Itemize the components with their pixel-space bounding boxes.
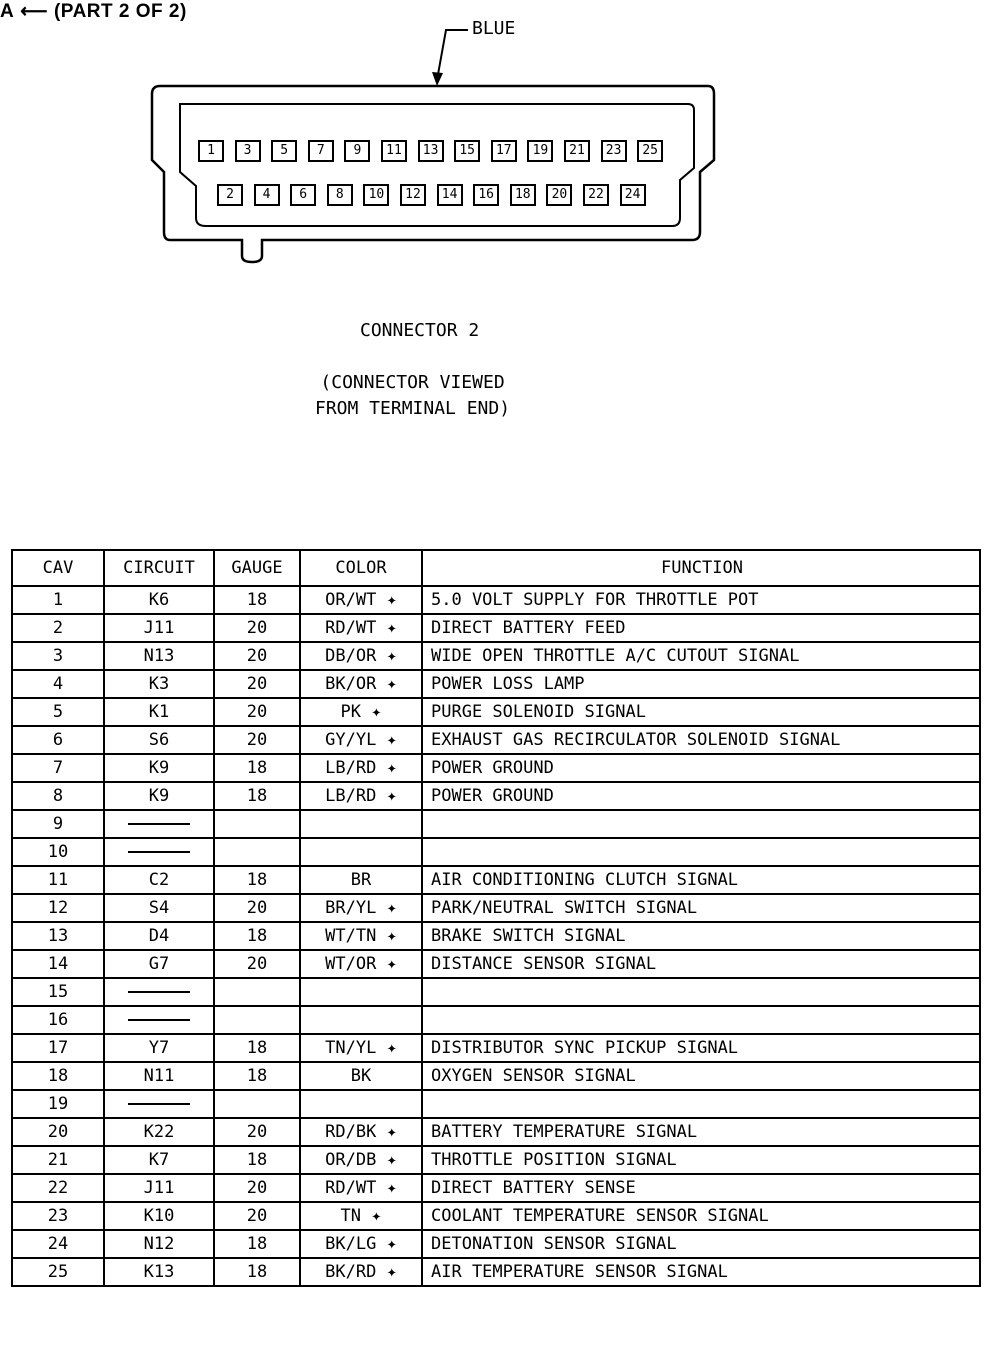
color-cell: BK/RD ✦ bbox=[300, 1258, 422, 1286]
function-cell: AIR CONDITIONING CLUTCH SIGNAL bbox=[422, 866, 980, 894]
table-row bbox=[12, 782, 980, 810]
table-row bbox=[12, 922, 980, 950]
color-cell: BR bbox=[300, 866, 422, 894]
connector-pin: 25 bbox=[637, 140, 663, 162]
color-cell: DB/OR ✦ bbox=[300, 642, 422, 670]
function-cell: POWER GROUND bbox=[422, 754, 980, 782]
gauge-cell: 18 bbox=[214, 866, 300, 894]
gauge-cell bbox=[214, 810, 300, 838]
cav-cell: 24 bbox=[12, 1230, 104, 1258]
header-circuit: CIRCUIT bbox=[104, 550, 214, 586]
color-cell: OR/DB ✦ bbox=[300, 1146, 422, 1174]
cav-cell: 10 bbox=[12, 838, 104, 866]
cav-cell: 4 bbox=[12, 670, 104, 698]
color-cell: WT/TN ✦ bbox=[300, 922, 422, 950]
color-cell: PK ✦ bbox=[300, 698, 422, 726]
cav-cell: 25 bbox=[12, 1258, 104, 1286]
connector-note-line2: FROM TERMINAL END) bbox=[315, 398, 511, 419]
circuit-cell: D4 bbox=[104, 922, 214, 950]
connector-pin: 20 bbox=[546, 184, 572, 206]
cav-cell: 17 bbox=[12, 1034, 104, 1062]
gauge-cell: 20 bbox=[214, 1118, 300, 1146]
cav-cell: 16 bbox=[12, 1006, 104, 1034]
function-cell: AIR TEMPERATURE SENSOR SIGNAL bbox=[422, 1258, 980, 1286]
cav-cell: 23 bbox=[12, 1202, 104, 1230]
table-row bbox=[12, 726, 980, 754]
table-row bbox=[12, 1062, 980, 1090]
table-row bbox=[12, 586, 980, 614]
table-row bbox=[12, 838, 980, 866]
color-cell: TN ✦ bbox=[300, 1202, 422, 1230]
cav-cell: 9 bbox=[12, 810, 104, 838]
table-row bbox=[12, 978, 980, 1006]
function-cell: OXYGEN SENSOR SIGNAL bbox=[422, 1062, 980, 1090]
function-cell: EXHAUST GAS RECIRCULATOR SOLENOID SIGNAL bbox=[422, 726, 980, 754]
color-cell bbox=[300, 838, 422, 866]
connector-pin: 13 bbox=[418, 140, 444, 162]
gauge-cell: 20 bbox=[214, 698, 300, 726]
table-row bbox=[12, 698, 980, 726]
circuit-cell: J11 bbox=[104, 1174, 214, 1202]
table-row bbox=[12, 950, 980, 978]
gauge-cell: 18 bbox=[214, 1230, 300, 1258]
header-cav: CAV bbox=[12, 550, 104, 586]
color-cell: WT/OR ✦ bbox=[300, 950, 422, 978]
gauge-cell: 18 bbox=[214, 1258, 300, 1286]
circuit-cell: K1 bbox=[104, 698, 214, 726]
color-cell: RD/BK ✦ bbox=[300, 1118, 422, 1146]
connector-title: CONNECTOR 2 bbox=[360, 320, 480, 341]
function-cell bbox=[422, 810, 980, 838]
function-cell: COOLANT TEMPERATURE SENSOR SIGNAL bbox=[422, 1202, 980, 1230]
color-cell: BR/YL ✦ bbox=[300, 894, 422, 922]
gauge-cell bbox=[214, 1006, 300, 1034]
unused-dash bbox=[128, 1103, 190, 1105]
cav-cell: 5 bbox=[12, 698, 104, 726]
circuit-cell: K9 bbox=[104, 754, 214, 782]
function-cell: DIRECT BATTERY FEED bbox=[422, 614, 980, 642]
circuit-cell: N12 bbox=[104, 1230, 214, 1258]
table-row bbox=[12, 1118, 980, 1146]
gauge-cell: 18 bbox=[214, 586, 300, 614]
circuit-cell: K10 bbox=[104, 1202, 214, 1230]
color-cell bbox=[300, 810, 422, 838]
table-row bbox=[12, 1146, 980, 1174]
gauge-cell: 18 bbox=[214, 754, 300, 782]
connector-pin: 17 bbox=[491, 140, 517, 162]
function-cell: PURGE SOLENOID SIGNAL bbox=[422, 698, 980, 726]
part-label: (PART 2 OF 2) bbox=[53, 1, 187, 22]
circuit-cell: Y7 bbox=[104, 1034, 214, 1062]
circuit-cell bbox=[104, 1006, 214, 1034]
color-cell bbox=[300, 978, 422, 1006]
color-cell: RD/WT ✦ bbox=[300, 614, 422, 642]
gauge-cell: 18 bbox=[214, 1146, 300, 1174]
color-cell: LB/RD ✦ bbox=[300, 782, 422, 810]
connector-pin: 18 bbox=[510, 184, 536, 206]
function-cell: PARK/NEUTRAL SWITCH SIGNAL bbox=[422, 894, 980, 922]
function-cell: 5.0 VOLT SUPPLY FOR THROTTLE POT bbox=[422, 586, 980, 614]
circuit-cell: G7 bbox=[104, 950, 214, 978]
cav-cell: 18 bbox=[12, 1062, 104, 1090]
circuit-cell bbox=[104, 1090, 214, 1118]
connector-pin: 8 bbox=[327, 184, 353, 206]
circuit-cell: N11 bbox=[104, 1062, 214, 1090]
gauge-cell: 18 bbox=[214, 782, 300, 810]
connector-pin: 19 bbox=[527, 140, 553, 162]
header-function: FUNCTION bbox=[422, 550, 980, 586]
function-cell: DISTRIBUTOR SYNC PICKUP SIGNAL bbox=[422, 1034, 980, 1062]
circuit-cell: J11 bbox=[104, 614, 214, 642]
gauge-cell: 20 bbox=[214, 614, 300, 642]
gauge-cell: 20 bbox=[214, 950, 300, 978]
color-cell: RD/WT ✦ bbox=[300, 1174, 422, 1202]
connector-pin: 23 bbox=[601, 140, 627, 162]
table-row bbox=[12, 670, 980, 698]
connector-pin: 9 bbox=[344, 140, 370, 162]
gauge-cell: 18 bbox=[214, 1034, 300, 1062]
header-gauge: GAUGE bbox=[214, 550, 300, 586]
cav-cell: 1 bbox=[12, 586, 104, 614]
circuit-cell: K6 bbox=[104, 586, 214, 614]
cav-cell: 20 bbox=[12, 1118, 104, 1146]
table-row bbox=[12, 1202, 980, 1230]
circuit-cell: K22 bbox=[104, 1118, 214, 1146]
table-row bbox=[12, 1174, 980, 1202]
function-cell: BATTERY TEMPERATURE SIGNAL bbox=[422, 1118, 980, 1146]
function-cell: DETONATION SENSOR SIGNAL bbox=[422, 1230, 980, 1258]
connector-pin: 10 bbox=[363, 184, 389, 206]
cav-cell: 12 bbox=[12, 894, 104, 922]
color-cell: OR/WT ✦ bbox=[300, 586, 422, 614]
connector-pin: 1 bbox=[198, 140, 224, 162]
connector-pin: 2 bbox=[217, 184, 243, 206]
color-cell: LB/RD ✦ bbox=[300, 754, 422, 782]
connector-note-line1: (CONNECTOR VIEWED bbox=[320, 372, 505, 393]
circuit-cell: K3 bbox=[104, 670, 214, 698]
table-row bbox=[12, 810, 980, 838]
circuit-cell: K7 bbox=[104, 1146, 214, 1174]
cav-cell: 14 bbox=[12, 950, 104, 978]
gauge-cell: 20 bbox=[214, 1174, 300, 1202]
connector-pin: 6 bbox=[290, 184, 316, 206]
unused-dash bbox=[128, 823, 190, 825]
table-row bbox=[12, 642, 980, 670]
gauge-cell: 20 bbox=[214, 726, 300, 754]
connector-pin: 15 bbox=[454, 140, 480, 162]
header-color: COLOR bbox=[300, 550, 422, 586]
color-cell: BK/LG ✦ bbox=[300, 1230, 422, 1258]
cav-cell: 8 bbox=[12, 782, 104, 810]
circuit-cell: N13 bbox=[104, 642, 214, 670]
circuit-cell bbox=[104, 810, 214, 838]
color-cell: BK bbox=[300, 1062, 422, 1090]
gauge-cell: 20 bbox=[214, 642, 300, 670]
table-row bbox=[12, 614, 980, 642]
function-cell: DISTANCE SENSOR SIGNAL bbox=[422, 950, 980, 978]
cav-cell: 13 bbox=[12, 922, 104, 950]
function-cell bbox=[422, 838, 980, 866]
gauge-cell bbox=[214, 978, 300, 1006]
function-cell: THROTTLE POSITION SIGNAL bbox=[422, 1146, 980, 1174]
function-cell: POWER GROUND bbox=[422, 782, 980, 810]
cav-cell: 3 bbox=[12, 642, 104, 670]
color-cell bbox=[300, 1090, 422, 1118]
cav-cell: 19 bbox=[12, 1090, 104, 1118]
circuit-cell: S6 bbox=[104, 726, 214, 754]
connector-pin: 21 bbox=[564, 140, 590, 162]
table-row bbox=[12, 1034, 980, 1062]
unused-dash bbox=[128, 1019, 190, 1021]
table-row bbox=[12, 1006, 980, 1034]
header-letter: A bbox=[0, 1, 15, 22]
function-cell: POWER LOSS LAMP bbox=[422, 670, 980, 698]
function-cell: BRAKE SWITCH SIGNAL bbox=[422, 922, 980, 950]
connector-pin: 11 bbox=[381, 140, 407, 162]
table-row bbox=[12, 754, 980, 782]
function-cell bbox=[422, 1006, 980, 1034]
cav-cell: 15 bbox=[12, 978, 104, 1006]
wiring-table bbox=[11, 549, 981, 1287]
circuit-cell: K9 bbox=[104, 782, 214, 810]
color-cell: TN/YL ✦ bbox=[300, 1034, 422, 1062]
circuit-cell: C2 bbox=[104, 866, 214, 894]
color-cell: BK/OR ✦ bbox=[300, 670, 422, 698]
gauge-cell bbox=[214, 838, 300, 866]
connector-pin: 4 bbox=[254, 184, 280, 206]
function-cell: WIDE OPEN THROTTLE A/C CUTOUT SIGNAL bbox=[422, 642, 980, 670]
cav-cell: 7 bbox=[12, 754, 104, 782]
table-row bbox=[12, 894, 980, 922]
table-row bbox=[12, 1090, 980, 1118]
table-header-row bbox=[12, 550, 980, 586]
cav-cell: 22 bbox=[12, 1174, 104, 1202]
gauge-cell: 18 bbox=[214, 1062, 300, 1090]
circuit-cell bbox=[104, 838, 214, 866]
connector-pin: 16 bbox=[473, 184, 499, 206]
connector-pin: 3 bbox=[235, 140, 261, 162]
gauge-cell bbox=[214, 1090, 300, 1118]
cav-cell: 11 bbox=[12, 866, 104, 894]
gauge-cell: 20 bbox=[214, 1202, 300, 1230]
gauge-cell: 18 bbox=[214, 922, 300, 950]
table-row bbox=[12, 1230, 980, 1258]
color-cell bbox=[300, 1006, 422, 1034]
connector-pin: 24 bbox=[620, 184, 646, 206]
cav-cell: 6 bbox=[12, 726, 104, 754]
table-row bbox=[12, 1258, 980, 1286]
connector-note bbox=[315, 370, 510, 422]
cav-cell: 2 bbox=[12, 614, 104, 642]
connector-pin: 5 bbox=[271, 140, 297, 162]
circuit-cell bbox=[104, 978, 214, 1006]
function-cell bbox=[422, 978, 980, 1006]
function-cell bbox=[422, 1090, 980, 1118]
left-arrow-icon: ⟵ bbox=[20, 1, 48, 22]
connector-pin: 14 bbox=[437, 184, 463, 206]
connector-color-label: BLUE bbox=[472, 18, 516, 39]
function-cell: DIRECT BATTERY SENSE bbox=[422, 1174, 980, 1202]
circuit-cell: K13 bbox=[104, 1258, 214, 1286]
unused-dash bbox=[128, 851, 190, 853]
table-row bbox=[12, 866, 980, 894]
connector-pin: 12 bbox=[400, 184, 426, 206]
connector-pin: 7 bbox=[308, 140, 334, 162]
circuit-cell: S4 bbox=[104, 894, 214, 922]
connector-pin: 22 bbox=[583, 184, 609, 206]
color-cell: GY/YL ✦ bbox=[300, 726, 422, 754]
gauge-cell: 20 bbox=[214, 670, 300, 698]
cav-cell: 21 bbox=[12, 1146, 104, 1174]
gauge-cell: 20 bbox=[214, 894, 300, 922]
unused-dash bbox=[128, 991, 190, 993]
